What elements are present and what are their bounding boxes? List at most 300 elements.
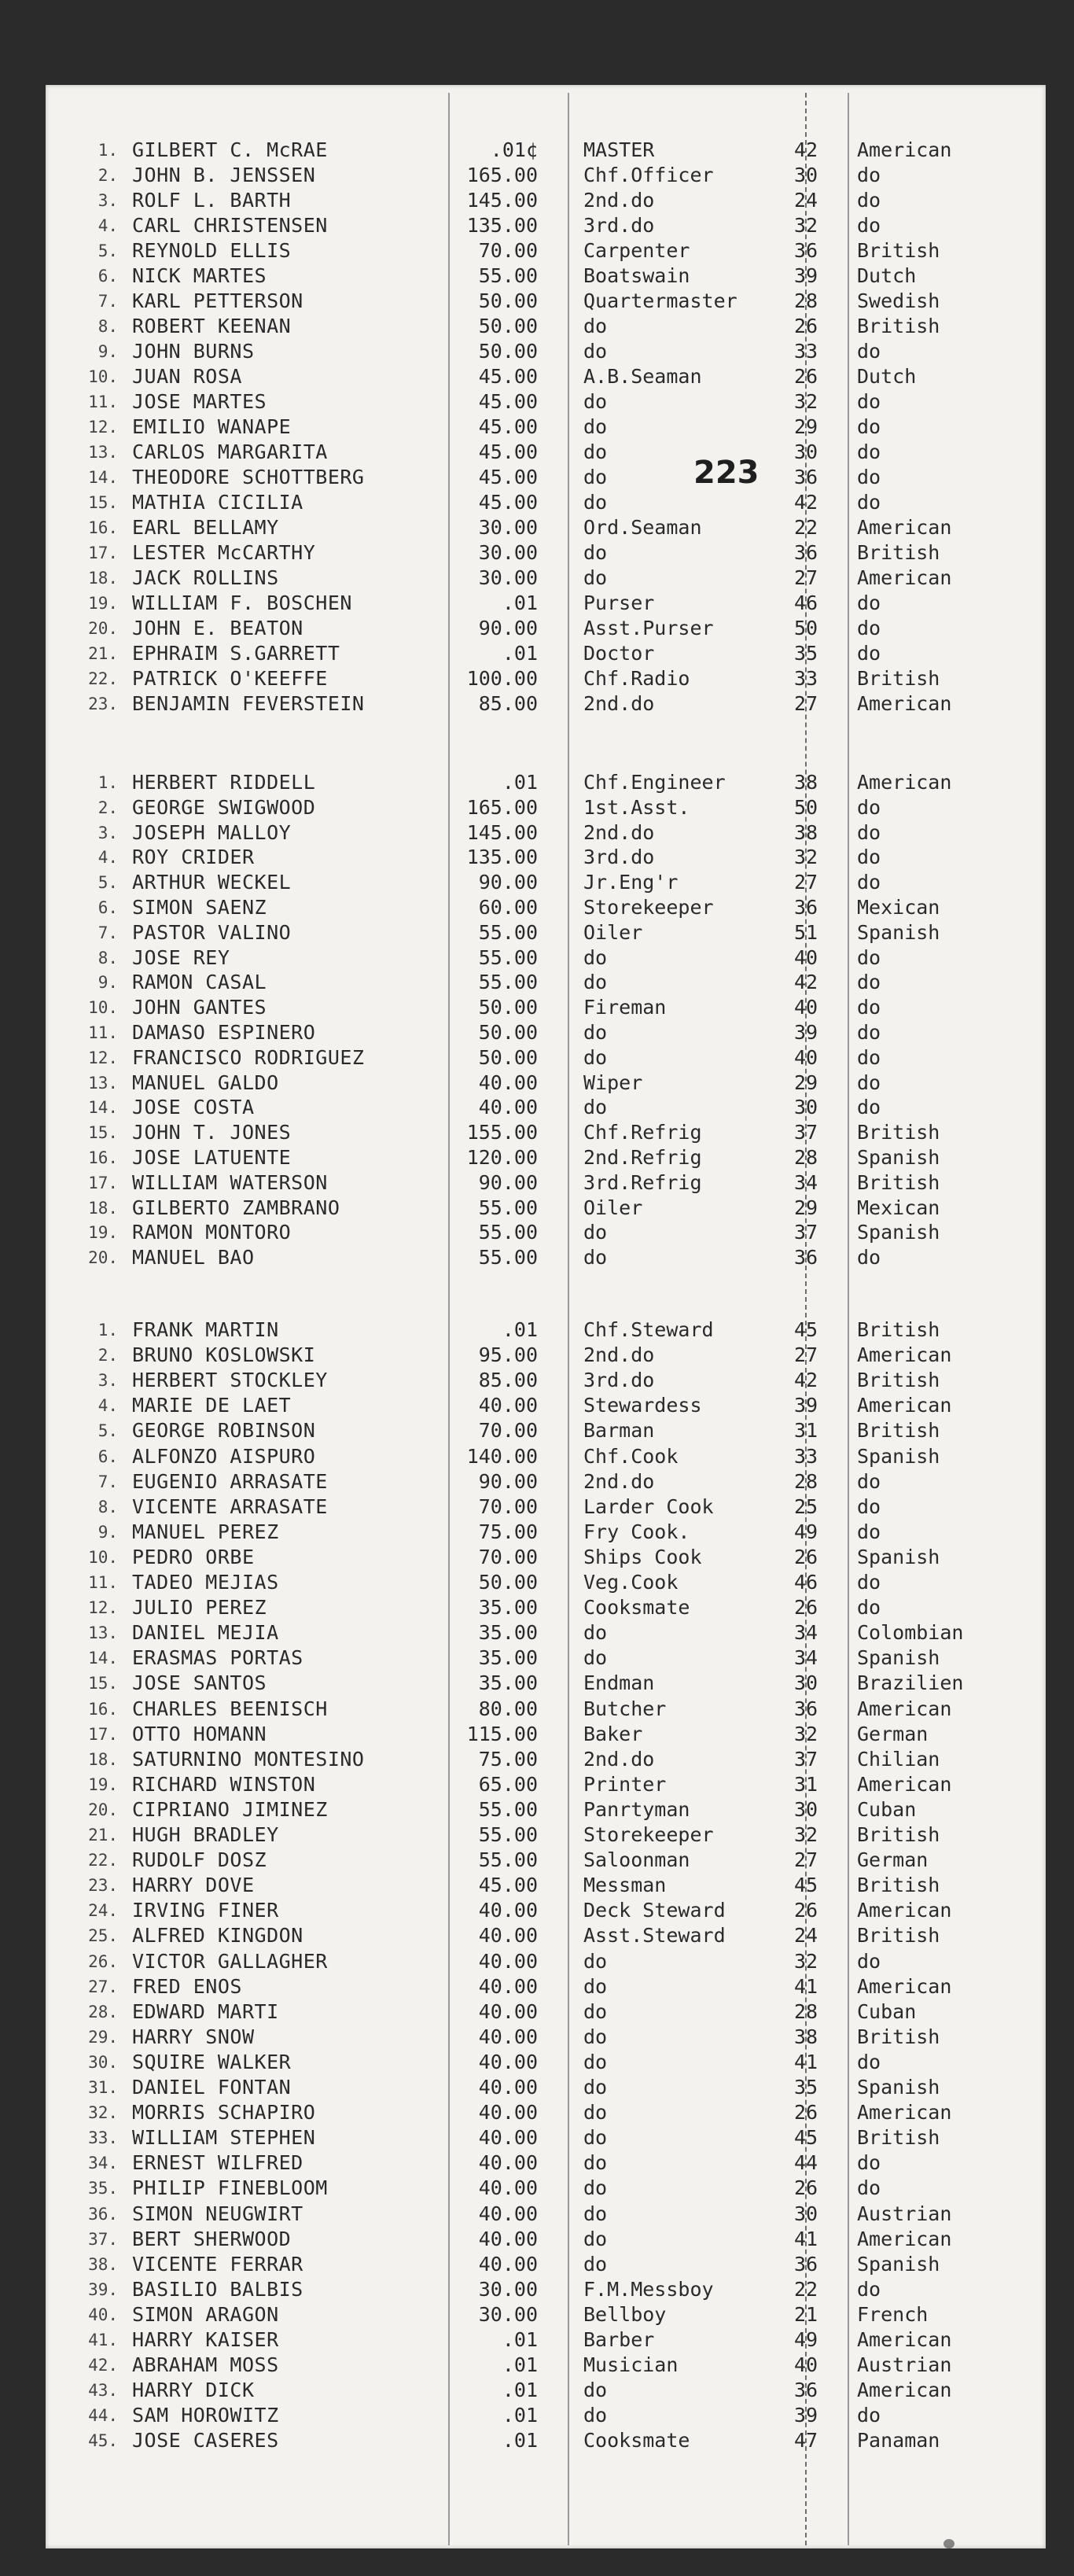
nationality: do [857, 189, 881, 212]
rating: Oiler [583, 920, 643, 944]
age: 39 [794, 1021, 818, 1044]
crew-row [0, 566, 1074, 591]
crew-name: SIMON NEUGWIRT [132, 2202, 303, 2225]
crew-row [0, 1621, 1074, 1646]
crew-name: THEODORE SCHOTTBERG [132, 466, 365, 488]
wage: 55.00 [478, 1196, 538, 1219]
crew-row [0, 2228, 1074, 2253]
wage: .01 [502, 591, 538, 614]
crew-name: SAM HOROWITZ [132, 2404, 279, 2427]
wage: 45.00 [478, 466, 538, 488]
wage: 45.00 [478, 390, 538, 413]
row-number: 4. [97, 1396, 118, 1416]
age: 45 [794, 1318, 818, 1341]
age: 30 [794, 1797, 818, 1821]
crew-name: ERNEST WILFRED [132, 2151, 303, 2175]
wage: 70.00 [478, 1545, 538, 1568]
crew-name: DANIEL MEJIA [132, 1621, 279, 1645]
nationality: do [857, 415, 881, 438]
row-number: 1. [97, 773, 118, 792]
crew-name: PEDRO ORBE [132, 1545, 255, 1568]
row-number: 3. [97, 1371, 118, 1391]
crew-name: GEORGE ROBINSON [132, 1419, 316, 1443]
crew-row [0, 771, 1074, 796]
row-number: 16. [88, 1699, 118, 1719]
row-number: 37. [88, 2229, 118, 2249]
nationality: do [857, 2050, 881, 2073]
nationality: Cuban [857, 1797, 917, 1821]
nationality: Dutch [857, 365, 917, 388]
crew-row [0, 1848, 1074, 1874]
nationality: do [857, 642, 881, 665]
nationality: Panaman [857, 2429, 940, 2453]
crew-row [0, 1196, 1074, 1222]
rating: 1st.Asst. [583, 795, 690, 819]
rating: Storekeeper [583, 896, 714, 919]
rating: 2nd.Refrig [583, 1146, 702, 1169]
row-number: 9. [97, 342, 118, 361]
crew-name: CARL CHRISTENSEN [132, 214, 328, 237]
age: 31 [794, 1772, 818, 1796]
wage: 70.00 [478, 1419, 538, 1443]
crew-row [0, 2429, 1074, 2454]
crew-row [0, 1470, 1074, 1495]
crew-row [0, 1823, 1074, 1848]
nationality: do [857, 1520, 881, 1543]
rating: do [583, 2176, 608, 2200]
nationality: do [857, 440, 881, 463]
rating: Quartermaster [583, 289, 737, 312]
age: 27 [794, 1343, 818, 1367]
crew-row [0, 2101, 1074, 2126]
age: 36 [794, 896, 818, 919]
crew-row [0, 415, 1074, 440]
row-number: 33. [88, 2128, 118, 2148]
row-number: 36. [88, 2204, 118, 2224]
crew-name: PATRICK O'KEEFFE [132, 667, 328, 690]
rating: Saloonman [583, 1848, 690, 1872]
wage: 165.00 [466, 795, 538, 819]
rating: Printer [583, 1772, 667, 1796]
age: 26 [794, 1596, 818, 1620]
row-number: 26. [88, 1951, 118, 1971]
nationality: Chilian [857, 1747, 940, 1771]
row-number: 20. [88, 1248, 118, 1268]
crew-row [0, 1773, 1074, 1798]
nationality: do [857, 2404, 881, 2427]
nationality: American [857, 692, 952, 715]
crew-name: FRANCISCO RODRIGUEZ [132, 1045, 365, 1069]
row-number: 3. [97, 191, 118, 210]
crew-name: RUDOLF DOSZ [132, 1848, 267, 1872]
rating: do [583, 2101, 608, 2125]
row-number: 18. [88, 1198, 118, 1218]
nationality: British [857, 667, 940, 690]
age: 39 [794, 264, 818, 287]
crew-name: MANUEL BAO [132, 1246, 255, 1270]
crew-row [0, 1646, 1074, 1671]
crew-name: REYNOLD ELLIS [132, 239, 292, 262]
crew-row [0, 2303, 1074, 2328]
nationality: do [857, 846, 881, 869]
crew-name: ROY CRIDER [132, 846, 255, 869]
wage: 90.00 [478, 871, 538, 894]
row-number: 19. [88, 1774, 118, 1794]
wage: 40.00 [478, 2076, 538, 2099]
row-number: 23. [88, 1876, 118, 1896]
rating: do [583, 1974, 608, 1998]
row-number: 9. [97, 1522, 118, 1542]
nationality: British [857, 1874, 940, 1897]
crew-row [0, 921, 1074, 946]
crew-name: LESTER McCARTHY [132, 541, 316, 564]
row-number: 23. [88, 695, 118, 713]
wage: 90.00 [478, 617, 538, 639]
rating: 2nd.do [583, 189, 655, 212]
rating: do [583, 491, 608, 514]
wage: 45.00 [478, 491, 538, 514]
crew-row [0, 1495, 1074, 1520]
crew-name: HARRY DOVE [132, 1874, 255, 1897]
rating: F.M.Messboy [583, 2277, 714, 2301]
rating: Purser [583, 591, 655, 614]
row-number: 17. [88, 1724, 118, 1744]
age: 32 [794, 846, 818, 869]
rating: do [583, 971, 608, 994]
crew-name: JOHN GANTES [132, 996, 267, 1019]
crew-name: JOSEPH MALLOY [132, 820, 292, 844]
nationality: Spanish [857, 1444, 940, 1468]
wage: 40.00 [478, 2227, 538, 2250]
crew-name: MORRIS SCHAPIRO [132, 2101, 316, 2125]
age: 51 [794, 920, 818, 944]
row-number: 12. [88, 418, 118, 437]
age: 36 [794, 541, 818, 564]
crew-row [0, 2328, 1074, 2353]
crew-row [0, 189, 1074, 214]
crew-row [0, 315, 1074, 340]
nationality: do [857, 1571, 881, 1594]
row-number: 20. [88, 619, 118, 638]
age: 33 [794, 667, 818, 690]
rating: Chf.Engineer [583, 771, 726, 794]
crew-name: EMILIO WANAPE [132, 415, 292, 438]
wage: 135.00 [466, 214, 538, 237]
crew-row [0, 1697, 1074, 1723]
crew-name: HERBERT STOCKLEY [132, 1369, 328, 1392]
age: 42 [794, 491, 818, 514]
crew-name: JOHN T. JONES [132, 1121, 292, 1144]
row-number: 2. [97, 1346, 118, 1365]
nationality: American [857, 516, 952, 539]
wage: 45.00 [478, 1874, 538, 1897]
rating: do [583, 1045, 608, 1069]
wage: 35.00 [478, 1621, 538, 1645]
nationality: do [857, 1246, 881, 1270]
crew-name: RICHARD WINSTON [132, 1772, 316, 1796]
nationality: American [857, 566, 952, 589]
nationality: do [857, 1596, 881, 1620]
rating: do [583, 2025, 608, 2048]
crew-name: SIMON SAENZ [132, 896, 267, 919]
rating: Musician [583, 2353, 679, 2377]
age: 42 [794, 1369, 818, 1392]
rating: Barber [583, 2328, 655, 2351]
crew-row [0, 2151, 1074, 2176]
crew-row [0, 1671, 1074, 1697]
age: 49 [794, 1520, 818, 1543]
rating: Baker [583, 1722, 643, 1745]
age: 44 [794, 2151, 818, 2175]
rating: Endman [583, 1671, 655, 1695]
wage: 30.00 [478, 541, 538, 564]
rating: do [583, 1999, 608, 2023]
crew-row [0, 1975, 1074, 2000]
rating: Chf.Refrig [583, 1121, 702, 1144]
wage: 40.00 [478, 1394, 538, 1417]
row-number: 31. [88, 2078, 118, 2097]
crew-name: JOSE COSTA [132, 1096, 255, 1119]
crew-name: FRED ENOS [132, 1974, 242, 1998]
wage: 50.00 [478, 996, 538, 1019]
nationality: American [857, 1974, 952, 1998]
crew-row [0, 214, 1074, 239]
wage: .01 [502, 2404, 538, 2427]
nationality: American [857, 2227, 952, 2250]
rating: do [583, 315, 608, 337]
wage: 90.00 [478, 1469, 538, 1493]
nationality: do [857, 591, 881, 614]
crew-row [0, 390, 1074, 415]
rating: Wiper [583, 1071, 643, 1094]
wage: 40.00 [478, 1999, 538, 2023]
nationality: do [857, 871, 881, 894]
row-number: 5. [97, 1421, 118, 1441]
age: 36 [794, 466, 818, 488]
nationality: American [857, 1697, 952, 1720]
age: 41 [794, 2227, 818, 2250]
nationality: American [857, 771, 952, 794]
nationality: do [857, 1469, 881, 1493]
crew-row [0, 617, 1074, 642]
crew-row [0, 1096, 1074, 1121]
nationality: German [857, 1722, 929, 1745]
wage: 55.00 [478, 920, 538, 944]
age: 46 [794, 1571, 818, 1594]
crew-row [0, 138, 1074, 164]
wage: .01 [502, 1318, 538, 1341]
wage: 45.00 [478, 440, 538, 463]
wage: 55.00 [478, 971, 538, 994]
crew-row [0, 996, 1074, 1021]
crew-row [0, 1046, 1074, 1071]
rating: 3rd.Refrig [583, 1170, 702, 1194]
age: 38 [794, 771, 818, 794]
row-number: 9. [97, 973, 118, 993]
nationality: do [857, 617, 881, 639]
rating: do [583, 2202, 608, 2225]
crew-name: JUAN ROSA [132, 365, 242, 388]
nationality: British [857, 315, 940, 337]
row-number: 17. [88, 1173, 118, 1192]
row-number: 27. [88, 1977, 118, 1996]
wage: 60.00 [478, 896, 538, 919]
wage: 40.00 [478, 2176, 538, 2200]
rating: do [583, 2227, 608, 2250]
wage: 40.00 [478, 2151, 538, 2175]
wage: 30.00 [478, 2277, 538, 2301]
crew-row [0, 871, 1074, 896]
rating: Panrtyman [583, 1797, 690, 1821]
crew-name: SIMON ARAGON [132, 2302, 279, 2326]
row-number: 3. [97, 823, 118, 842]
row-number: 11. [88, 392, 118, 411]
wage: .01 [502, 2353, 538, 2377]
rating: Fireman [583, 996, 667, 1019]
wage: 35.00 [478, 1671, 538, 1695]
rating: do [583, 415, 608, 438]
age: 26 [794, 1545, 818, 1568]
crew-name: HARRY KAISER [132, 2328, 279, 2351]
age: 28 [794, 1146, 818, 1169]
wage: 55.00 [478, 264, 538, 287]
crew-name: CIPRIANO JIMINEZ [132, 1797, 328, 1821]
rating: 2nd.do [583, 1343, 655, 1367]
nationality: American [857, 2101, 952, 2125]
crew-name: MATHIA CICILIA [132, 491, 303, 514]
crew-row [0, 1571, 1074, 1596]
crew-name: WILLIAM STEPHEN [132, 2126, 316, 2150]
age: 37 [794, 1121, 818, 1144]
wage: 35.00 [478, 1646, 538, 1670]
rating: Stewardess [583, 1394, 702, 1417]
wage: 115.00 [466, 1722, 538, 1745]
row-number: 7. [97, 923, 118, 942]
wage: .01 [502, 771, 538, 794]
wage: 40.00 [478, 2050, 538, 2073]
row-number: 17. [88, 544, 118, 562]
age: 50 [794, 795, 818, 819]
crew-row [0, 2076, 1074, 2101]
age: 25 [794, 1494, 818, 1518]
crew-name: VICENTE FERRAR [132, 2252, 303, 2276]
crew-name: ROLF L. BARTH [132, 189, 292, 212]
nationality: Austrian [857, 2353, 952, 2377]
age: 39 [794, 1394, 818, 1417]
row-number: 2. [97, 798, 118, 817]
nationality: do [857, 164, 881, 186]
rating: 3rd.do [583, 214, 655, 237]
wage: 55.00 [478, 1848, 538, 1872]
wage: 30.00 [478, 516, 538, 539]
wage: 75.00 [478, 1520, 538, 1543]
crew-row [0, 1343, 1074, 1369]
crew-name: DAMASO ESPINERO [132, 1021, 316, 1044]
row-number: 19. [88, 1223, 118, 1243]
row-number: 11. [88, 1573, 118, 1592]
row-number: 15. [88, 1674, 118, 1693]
nationality: Colombian [857, 1621, 964, 1645]
crew-name: JOSE REY [132, 945, 230, 969]
rating: do [583, 466, 608, 488]
row-number: 4. [97, 848, 118, 868]
crew-row [0, 1520, 1074, 1546]
wage: 95.00 [478, 1343, 538, 1367]
row-number: 7. [97, 1472, 118, 1491]
age: 26 [794, 315, 818, 337]
crew-name: MANUEL GALDO [132, 1071, 279, 1094]
crew-name: SQUIRE WALKER [132, 2050, 292, 2073]
wage: 40.00 [478, 2252, 538, 2276]
crew-row [0, 289, 1074, 315]
crew-row [0, 2404, 1074, 2429]
wage: 45.00 [478, 415, 538, 438]
rating: A.B.Seaman [583, 365, 702, 388]
row-number: 43. [88, 2381, 118, 2401]
rating: Chf.Cook [583, 1444, 679, 1468]
crew-name: JOSE LATUENTE [132, 1146, 292, 1169]
rating: Asst.Steward [583, 1924, 726, 1948]
age: 38 [794, 820, 818, 844]
wage: 90.00 [478, 1170, 538, 1194]
age: 40 [794, 996, 818, 1019]
crew-name: WILLIAM WATERSON [132, 1170, 328, 1194]
age: 33 [794, 340, 818, 363]
crew-name: BERT SHERWOOD [132, 2227, 292, 2250]
row-number: 35. [88, 2179, 118, 2198]
crew-row [0, 164, 1074, 189]
row-number: 25. [88, 1926, 118, 1946]
nationality: do [857, 466, 881, 488]
age: 21 [794, 2302, 818, 2326]
row-number: 10. [88, 367, 118, 386]
nationality: British [857, 1419, 940, 1443]
nationality: British [857, 541, 940, 564]
wage: 50.00 [478, 289, 538, 312]
crew-name: NICK MARTES [132, 264, 267, 287]
age: 29 [794, 1071, 818, 1094]
crew-row [0, 642, 1074, 667]
crew-name: JACK ROLLINS [132, 566, 279, 589]
rating: Jr.Eng'r [583, 871, 679, 894]
rating: do [583, 566, 608, 589]
crew-name: EUGENIO ARRASATE [132, 1469, 328, 1493]
nationality: do [857, 2151, 881, 2175]
row-number: 16. [88, 518, 118, 537]
age: 36 [794, 1246, 818, 1270]
wage: 40.00 [478, 1899, 538, 1922]
wage: 55.00 [478, 1246, 538, 1270]
nationality: British [857, 239, 940, 262]
rating: do [583, 2076, 608, 2099]
crew-row [0, 2253, 1074, 2278]
rating: do [583, 541, 608, 564]
rating: 2nd.do [583, 692, 655, 715]
nationality: British [857, 1170, 940, 1194]
age: 49 [794, 2328, 818, 2351]
age: 28 [794, 1999, 818, 2023]
nationality: Swedish [857, 289, 940, 312]
wage: 50.00 [478, 1571, 538, 1594]
nationality: German [857, 1848, 929, 1872]
nationality: American [857, 1772, 952, 1796]
crew-row [0, 1394, 1074, 1419]
age: 30 [794, 1671, 818, 1695]
nationality: Cuban [857, 1999, 917, 2023]
age: 30 [794, 1096, 818, 1119]
ink-mark [943, 2539, 954, 2548]
nationality: do [857, 795, 881, 819]
